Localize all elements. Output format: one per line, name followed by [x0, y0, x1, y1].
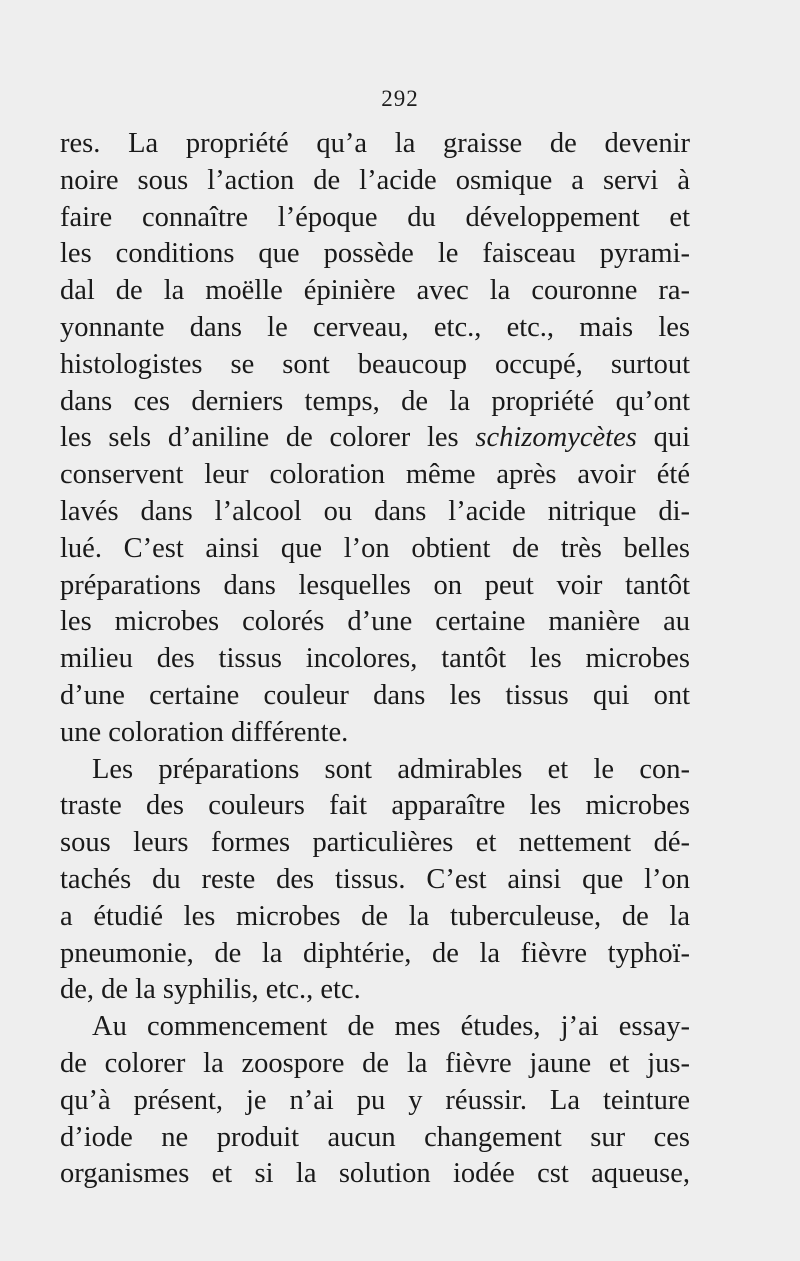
page-number: 292 — [381, 86, 419, 111]
text-segment: les sels d’aniline de colorer les — [60, 422, 476, 454]
text-line: res. La propriété qu’a la graisse de devenir — [60, 128, 690, 159]
text-segment: qui — [636, 422, 690, 454]
text-line: conservent leur coloration même après avoir été — [60, 459, 690, 491]
text-line — [60, 420, 690, 457]
text-line: yonnante dans le cerveau, etc., etc., mais les — [60, 311, 690, 343]
paragraph-end-line: de, de la syphilis, etc., etc. — [60, 974, 361, 1006]
text-line: de colorer la zoospore de la fièvre jaune et jus- — [60, 1047, 690, 1079]
text-line: qu’à présent, je n’ai pu y réussir. La teinture — [60, 1084, 690, 1116]
text-line: dans ces derniers temps, de la propriété qu’ont — [60, 385, 690, 417]
text-line: d’une certaine couleur dans les tissus qui ont — [60, 679, 690, 711]
text-line: sous leurs formes particulières et nettement dé- — [60, 827, 690, 859]
text-line: organismes et si la solution iodée cst aqueuse, — [60, 1158, 690, 1190]
text-line: tachés du reste des tissus. C’est ainsi que l’on — [60, 863, 690, 895]
paragraph-start-line: Les préparations sont admirables et le con- — [92, 753, 690, 785]
text-line: d’iode ne produit aucun changement sur ces — [60, 1121, 690, 1153]
text-line: pneumonie, de la diphtérie, de la fièvre typhoï- — [60, 937, 690, 969]
paragraph-end-line: une coloration différente. — [60, 716, 349, 748]
text-line: a étudié les microbes de la tuberculeuse, de la — [60, 900, 690, 932]
text-line: dal de la moëlle épinière avec la couronne ra- — [60, 275, 690, 307]
text-line: traste des couleurs fait apparaître les microbes — [60, 790, 690, 822]
text-line: histologistes se sont beaucoup occupé, surtout — [60, 348, 690, 380]
text-line: faire connaître l’époque du développement et — [60, 201, 690, 233]
text-line: lué. C’est ainsi que l’on obtient de très belles — [60, 532, 690, 564]
text-line: milieu des tissus incolores, tantôt les microbes — [60, 643, 690, 675]
italic-term: schizomycètes — [475, 422, 637, 454]
paragraph-start-line: Au commencement de mes études, j’ai essay- — [92, 1011, 690, 1043]
text-line: les microbes colorés d’une certaine manière au — [60, 606, 690, 638]
text-line: noire sous l’action de l’acide osmique a servi à — [60, 164, 690, 196]
text-line: préparations dans lesquelles on peut voir tantôt — [60, 569, 690, 601]
text-line: lavés dans l’alcool ou dans l’acide nitrique di- — [60, 495, 690, 527]
text-line: les conditions que possède le faisceau pyrami- — [60, 238, 690, 270]
body-text — [60, 126, 690, 1193]
